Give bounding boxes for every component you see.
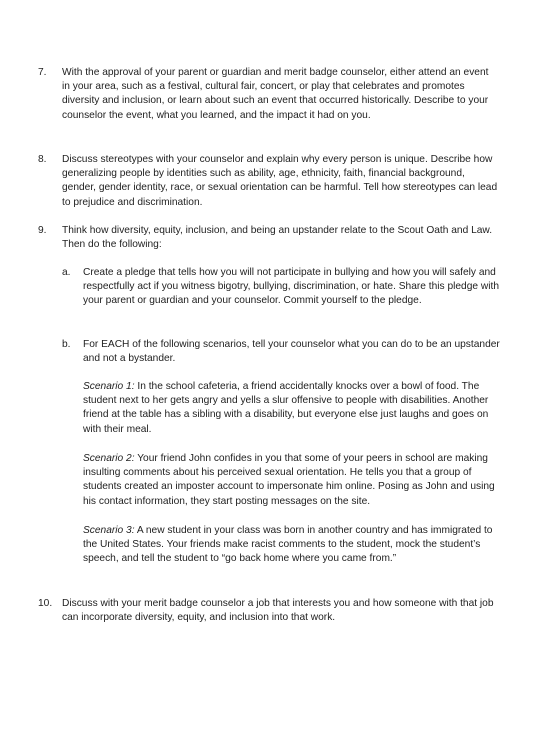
scenario-text: A new student in your class was born in another country and has immigrated to the United States. Your friends make racist comments to the student, mock the student’s speech, and tell the student to “go back home where you came from.” <box>83 525 493 565</box>
subitem-text: For EACH of the following scenarios, tell your counselor what you can do to be an upstander and not a bystander. <box>83 339 500 365</box>
item-text: With the approval of your parent or guardian and merit badge counselor, either attend an event in your area, such as a festival, cultural fair, concert, or play that celebrates and promotes diversity and inclusion, or learn about such an event that occurred historically. Describe to your counselor the event, what you learned, and the impact it had on you. <box>62 67 489 121</box>
scenario-3 <box>83 524 503 567</box>
subitem-letter: a. <box>62 267 71 278</box>
item-number: 9. <box>38 225 47 236</box>
scenario-1 <box>83 380 503 437</box>
scenario-label: Scenario 2: <box>83 453 135 464</box>
item-number: 8. <box>38 154 47 165</box>
item-text: Discuss stereotypes with your counselor and explain why every person is unique. Describe how generalizing people by identities such as ability, age, ethnicity, faith, financial background, gender, gender identity, race, or sexual orientation can be harmful. Tell how stereotypes can lead to prejudice and discrimination. <box>62 154 498 208</box>
item-text: Think how diversity, equity, inclusion, and being an upstander relate to the Scout Oath and Law. Then do the following: <box>62 225 493 251</box>
scenario-label: Scenario 3: <box>83 525 135 536</box>
scenario-label: Scenario 1: <box>83 381 135 392</box>
item-number: 7. <box>38 67 47 78</box>
scenario-text: In the school cafeteria, a friend accidentally knocks over a bowl of food. The student next to her gets angry and yells a slur offensive to people with disabilities. Another friend at the table has a sibling with a disability, but everyone else just laughs and goes on with their meal. <box>83 381 489 435</box>
item-text: Discuss with your merit badge counselor a job that interests you and how someone with that job can incorporate diversity, equity, and inclusion into that work. <box>62 598 494 624</box>
subitem-letter: b. <box>62 339 71 350</box>
subitem-text: Create a pledge that tells how you will not participate in bullying and how you will safely and respectfully act if you witness bigotry, bullying, discrimination, or hate. Share this pledge with your parent or guardian and your counselor. Commit yourself to the pledge. <box>83 267 500 307</box>
scenario-2 <box>83 452 503 509</box>
item-number: 10. <box>38 598 53 609</box>
scenario-text: Your friend John confides in you that some of your peers in school are making insulting comments about his perceived sexual orientation. He tells you that a group of students created an imposter account to impersonate him online. Posing as John and using his contact information, they start posting messages on the site. <box>83 453 495 507</box>
